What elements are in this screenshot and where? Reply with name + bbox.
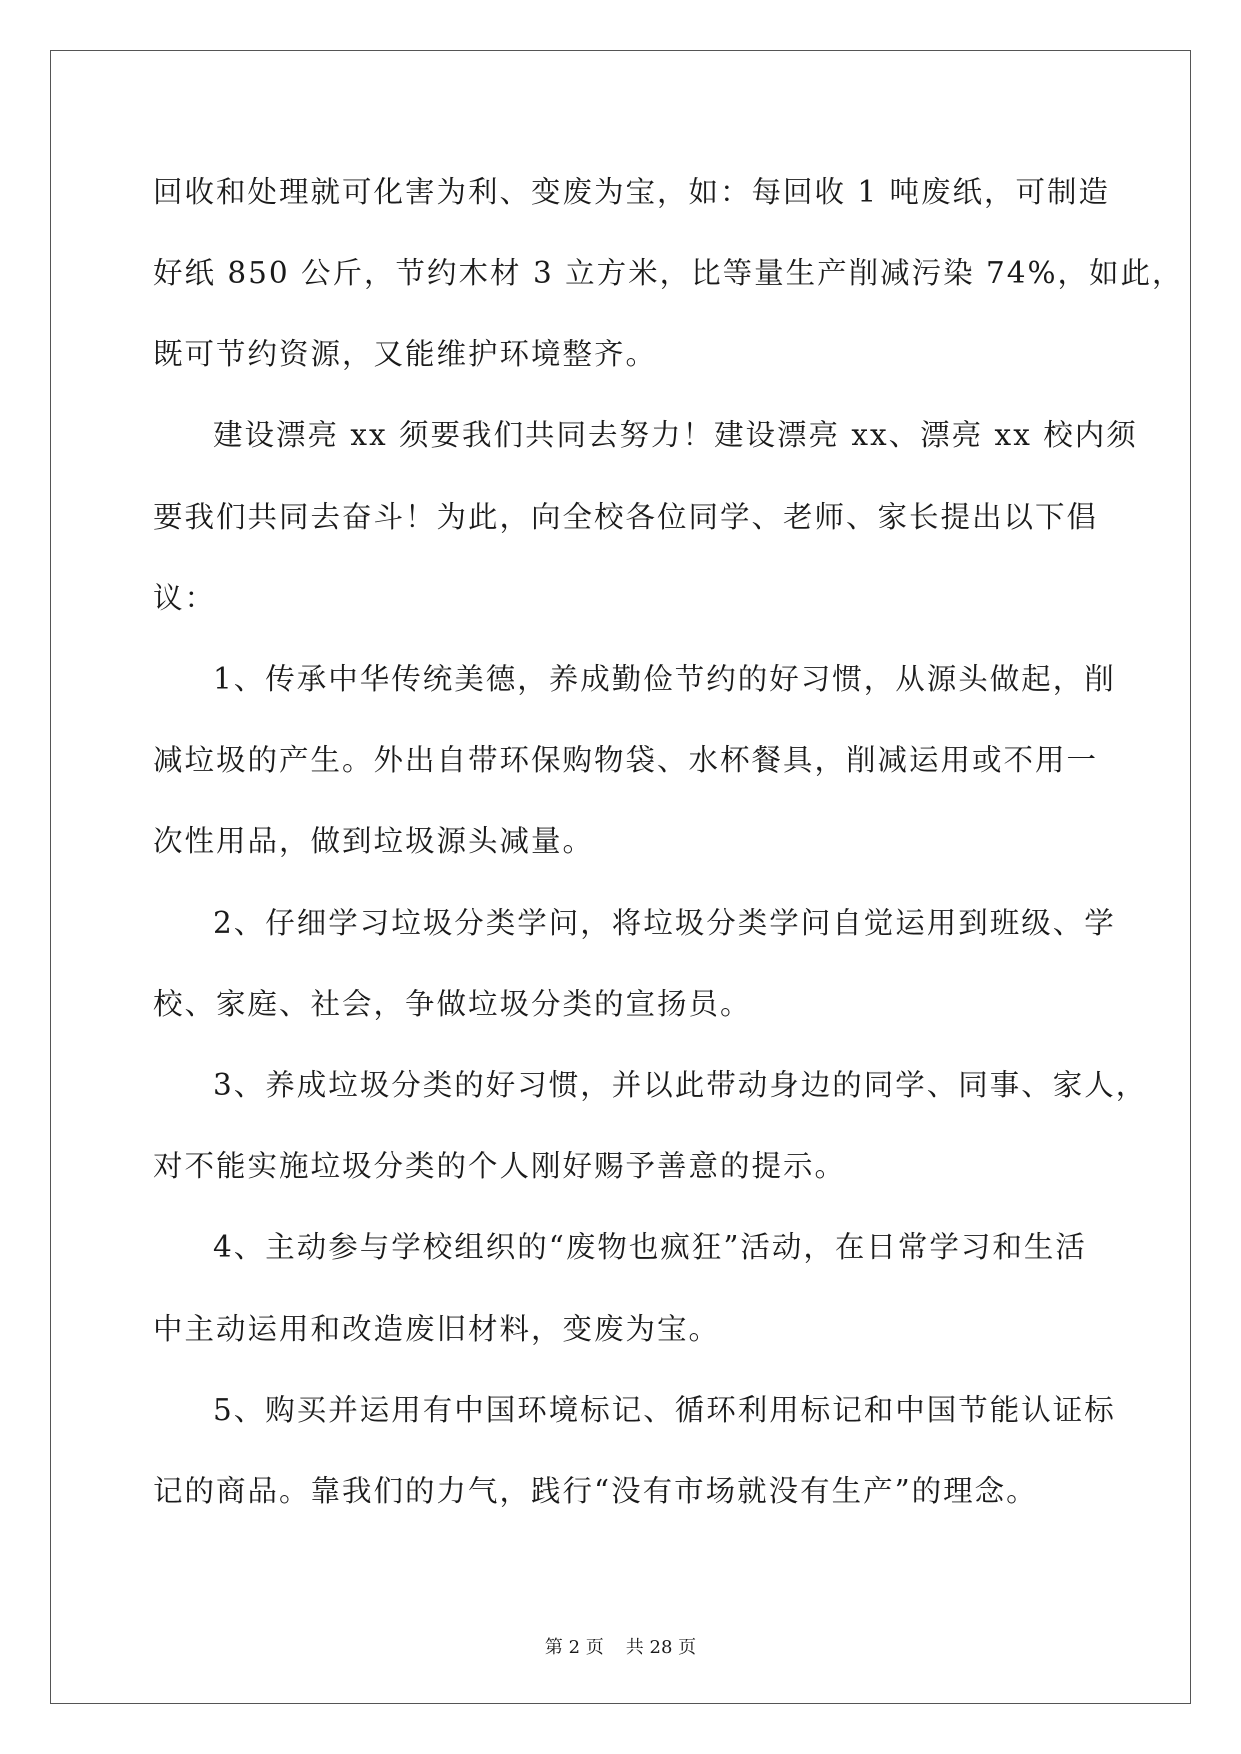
text-line: 减垃圾的产生。外出自带环保购物袋、水杯餐具，削减运用或不用一 [153, 743, 1099, 777]
list-item-2: 2、仔细学习垃圾分类学问，将垃圾分类学问自觉运用到班级、学 [213, 906, 1116, 940]
text-line: 次性用品，做到垃圾源头减量。 [153, 824, 595, 858]
page-total: 共 28 页 [625, 1637, 697, 1658]
list-item-4: 4、主动参与学校组织的“废物也疯狂”活动，在日常学习和生活 [213, 1230, 1087, 1264]
text-line: 好纸 850 公斤，节约木材 3 立方米，比等量生产削减污染 74%，如此， [153, 256, 1184, 290]
page-border [50, 50, 1191, 1704]
paragraph-first-line: 建设漂亮 xx 须要我们共同去努力！建设漂亮 xx、漂亮 xx 校内须 [213, 418, 1138, 452]
list-item-1: 1、传承中华传统美德，养成勤俭节约的好习惯，从源头做起，削 [213, 662, 1116, 696]
page-number: 第 2 页 [544, 1637, 604, 1658]
text-line: 议： [153, 581, 217, 615]
text-line: 中主动运用和改造废旧材料，变废为宝。 [153, 1312, 721, 1346]
text-line: 对不能实施垃圾分类的个人刚好赐予善意的提示。 [153, 1149, 847, 1183]
text-line: 要我们共同去奋斗！为此，向全校各位同学、老师、家长提出以下倡 [153, 500, 1099, 534]
text-line: 记的商品。靠我们的力气，践行“没有市场就没有生产”的理念。 [153, 1474, 1038, 1508]
text-line: 回收和处理就可化害为利、变废为宝，如：每回收 1 吨废纸，可制造 [153, 175, 1111, 209]
list-item-5: 5、购买并运用有中国环境标记、循环利用标记和中国节能认证标 [213, 1393, 1116, 1427]
text-line: 校、家庭、社会，争做垃圾分类的宣扬员。 [153, 987, 752, 1021]
text-line: 既可节约资源，又能维护环境整齐。 [153, 337, 658, 371]
page-footer [0, 1633, 1241, 1659]
list-item-3: 3、养成垃圾分类的好习惯，并以此带动身边的同学、同事、家人， [213, 1068, 1148, 1102]
